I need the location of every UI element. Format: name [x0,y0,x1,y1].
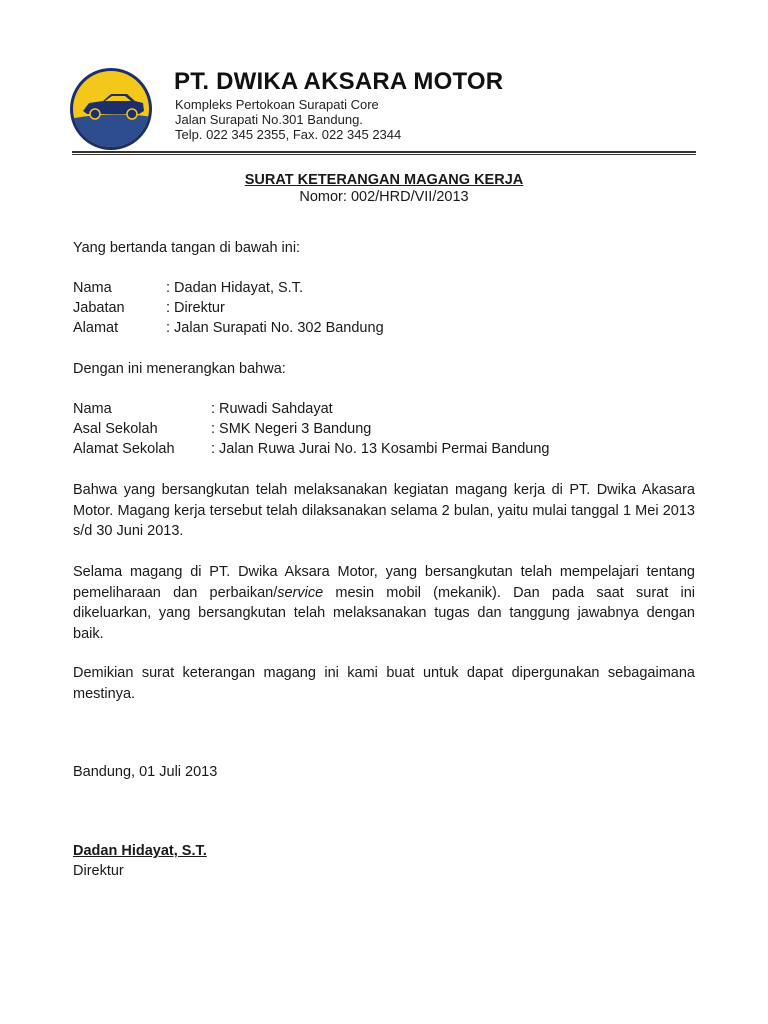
field-value: : Direktur [166,300,225,316]
field-value: : Jalan Ruwa Jurai No. 13 Kosambi Permai Bandung [211,441,550,457]
field-value: : SMK Negeri 3 Bandung [211,421,372,437]
signer-name: Dadan Hidayat, S.T. [73,843,207,859]
signer-title: Direktur [73,863,124,879]
field-label: Nama [73,280,112,296]
company-address-line1: Kompleks Pertokoan Surapati Core [175,97,379,112]
field-label: Nama [73,401,112,417]
field-value: : Dadan Hidayat, S.T. [166,280,303,296]
field-label: Alamat [73,320,119,336]
company-contact-line: Telp. 022 345 2355, Fax. 022 345 2344 [175,127,402,142]
field-value: : Ruwadi Sahdayat [211,401,333,417]
place-date: Bandung, 01 Juli 2013 [73,764,218,780]
statement-intro: Dengan ini menerangkan bahwa: [73,361,286,377]
paragraph-internship-activity: Selama magang di PT. Dwika Aksara Motor, yang bersangkutan telah mempelajari tentang pemeliharaan dan perbaikan/service mesin mobil (mekanik). Dan pada saat surat ini dikeluarkan, yang bersangkutan telah melaksanakan tugas dan tanggung jawabnya dengan baik. [73,564,696,642]
letterhead-divider [72,151,696,153]
field-label: Jabatan [73,300,125,316]
field-label: Asal Sekolah [73,421,158,437]
letter-number: Nomor: 002/HRD/VII/2013 [299,189,469,205]
italic-term: service [277,584,324,601]
paragraph-internship-period: Bahwa yang bersangkutan telah melaksanakan kegiatan magang kerja di PT. Dwika Akasara Motor. Magang kerja tersebut telah dilaksanakan selama 2 bulan, yaitu mulai tanggal 1 Mei 2013 s/d 30 Juni 2013. [73,482,695,539]
letter-title: SURAT KETERANGAN MAGANG KERJA [244,172,524,188]
field-label: Alamat Sekolah [73,441,175,457]
paragraph-closing: Demikian surat keterangan magang ini kami buat untuk dapat dipergunakan sebagaimana mestinya. [73,665,695,702]
field-value: : Jalan Surapati No. 302 Bandung [166,320,384,336]
company-name: PT. DWIKA AKSARA MOTOR [174,68,504,95]
opening-line: Yang bertanda tangan di bawah ini: [73,240,301,256]
car-logo-icon [69,67,153,151]
letterhead-divider-thin [72,154,696,155]
company-address-line2: Jalan Surapati No.301 Bandung. [175,112,363,127]
